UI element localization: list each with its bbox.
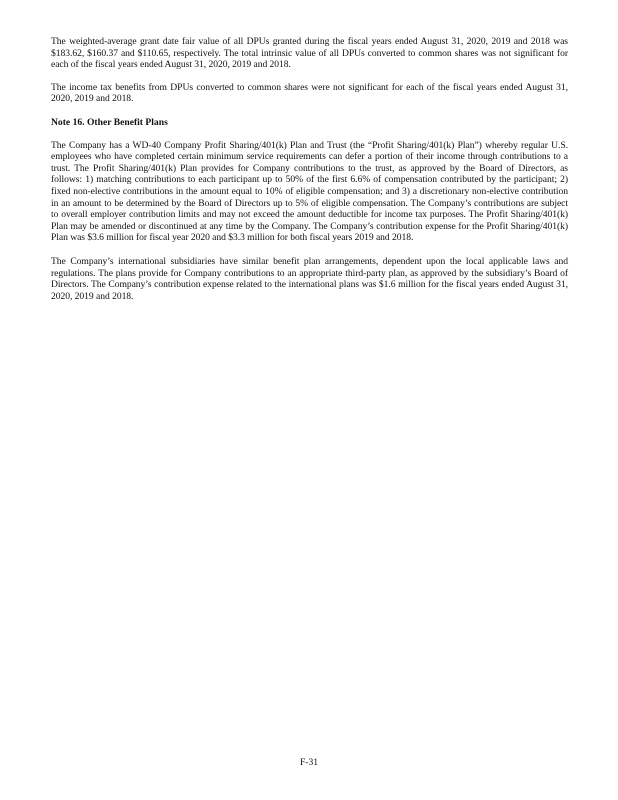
profit-sharing-plan-paragraph: The Company has a WD-40 Company Profit Sharing/401(k) Plan and Trust (the “Profit Sharing/401(k) Plan”) whereby regular U.S. employees who have completed certain minimum service requirements can defer a portion of their income through contributions to a trust. The Profit Sharing/401(k) Plan provides for Company contributions to the trust, as approved by the Board of Directors, as follows: 1) matching contributions to each participant up to 50% of the first 6.6% of compensation contributed by the participant; 2) fixed non-elective contributions in the amount equal to 10% of eligible compensation; and 3) a discretionary non-elective contribution in an amount to be determined by the Board of Directors up to 5% of eligible compensation. The Company’s contributions are subject to overall employer contribution limits and may not exceed the amount deductible for income tax purposes. The Profit Sharing/401(k) Plan may be amended or discontinued at any time by the Company. The Company’s contribution expense for the Profit Sharing/401(k) Plan was $3.6 million for fiscal year 2020 and $3.3 million for both fiscal years 2019 and 2018. [51, 139, 568, 244]
note-16-heading: Note 16. Other Benefit Plans [51, 116, 168, 128]
dpu-fair-value-paragraph: The weighted-average grant date fair value of all DPUs granted during the fiscal years ended August 31, 2020, 2019 and 2018 was $183.62, $160.37 and $110.65, respectively. The total intrinsic value of all DPUs converted to common shares was not significant for each of the fiscal years ended August 31, 2020, 2019 and 2018. [51, 36, 568, 71]
international-plans-paragraph: The Company’s international subsidiaries have similar benefit plan arrangements, dependent upon the local applicable laws and regulations. The plans provide for Company contributions to an appropriate third-party plan, as approved by the subsidiary’s Board of Directors. The Company’s contribution expense related to the international plans was $1.6 million for the fiscal years ended August 31, 2020, 2019 and 2018. [51, 255, 568, 302]
document-page [51, 36, 568, 302]
page-number: F-31 [299, 757, 319, 768]
dpu-tax-benefits-paragraph: The income tax benefits from DPUs converted to common shares were not significant for each of the fiscal years ended August 31, 2020, 2019 and 2018. [51, 81, 568, 105]
